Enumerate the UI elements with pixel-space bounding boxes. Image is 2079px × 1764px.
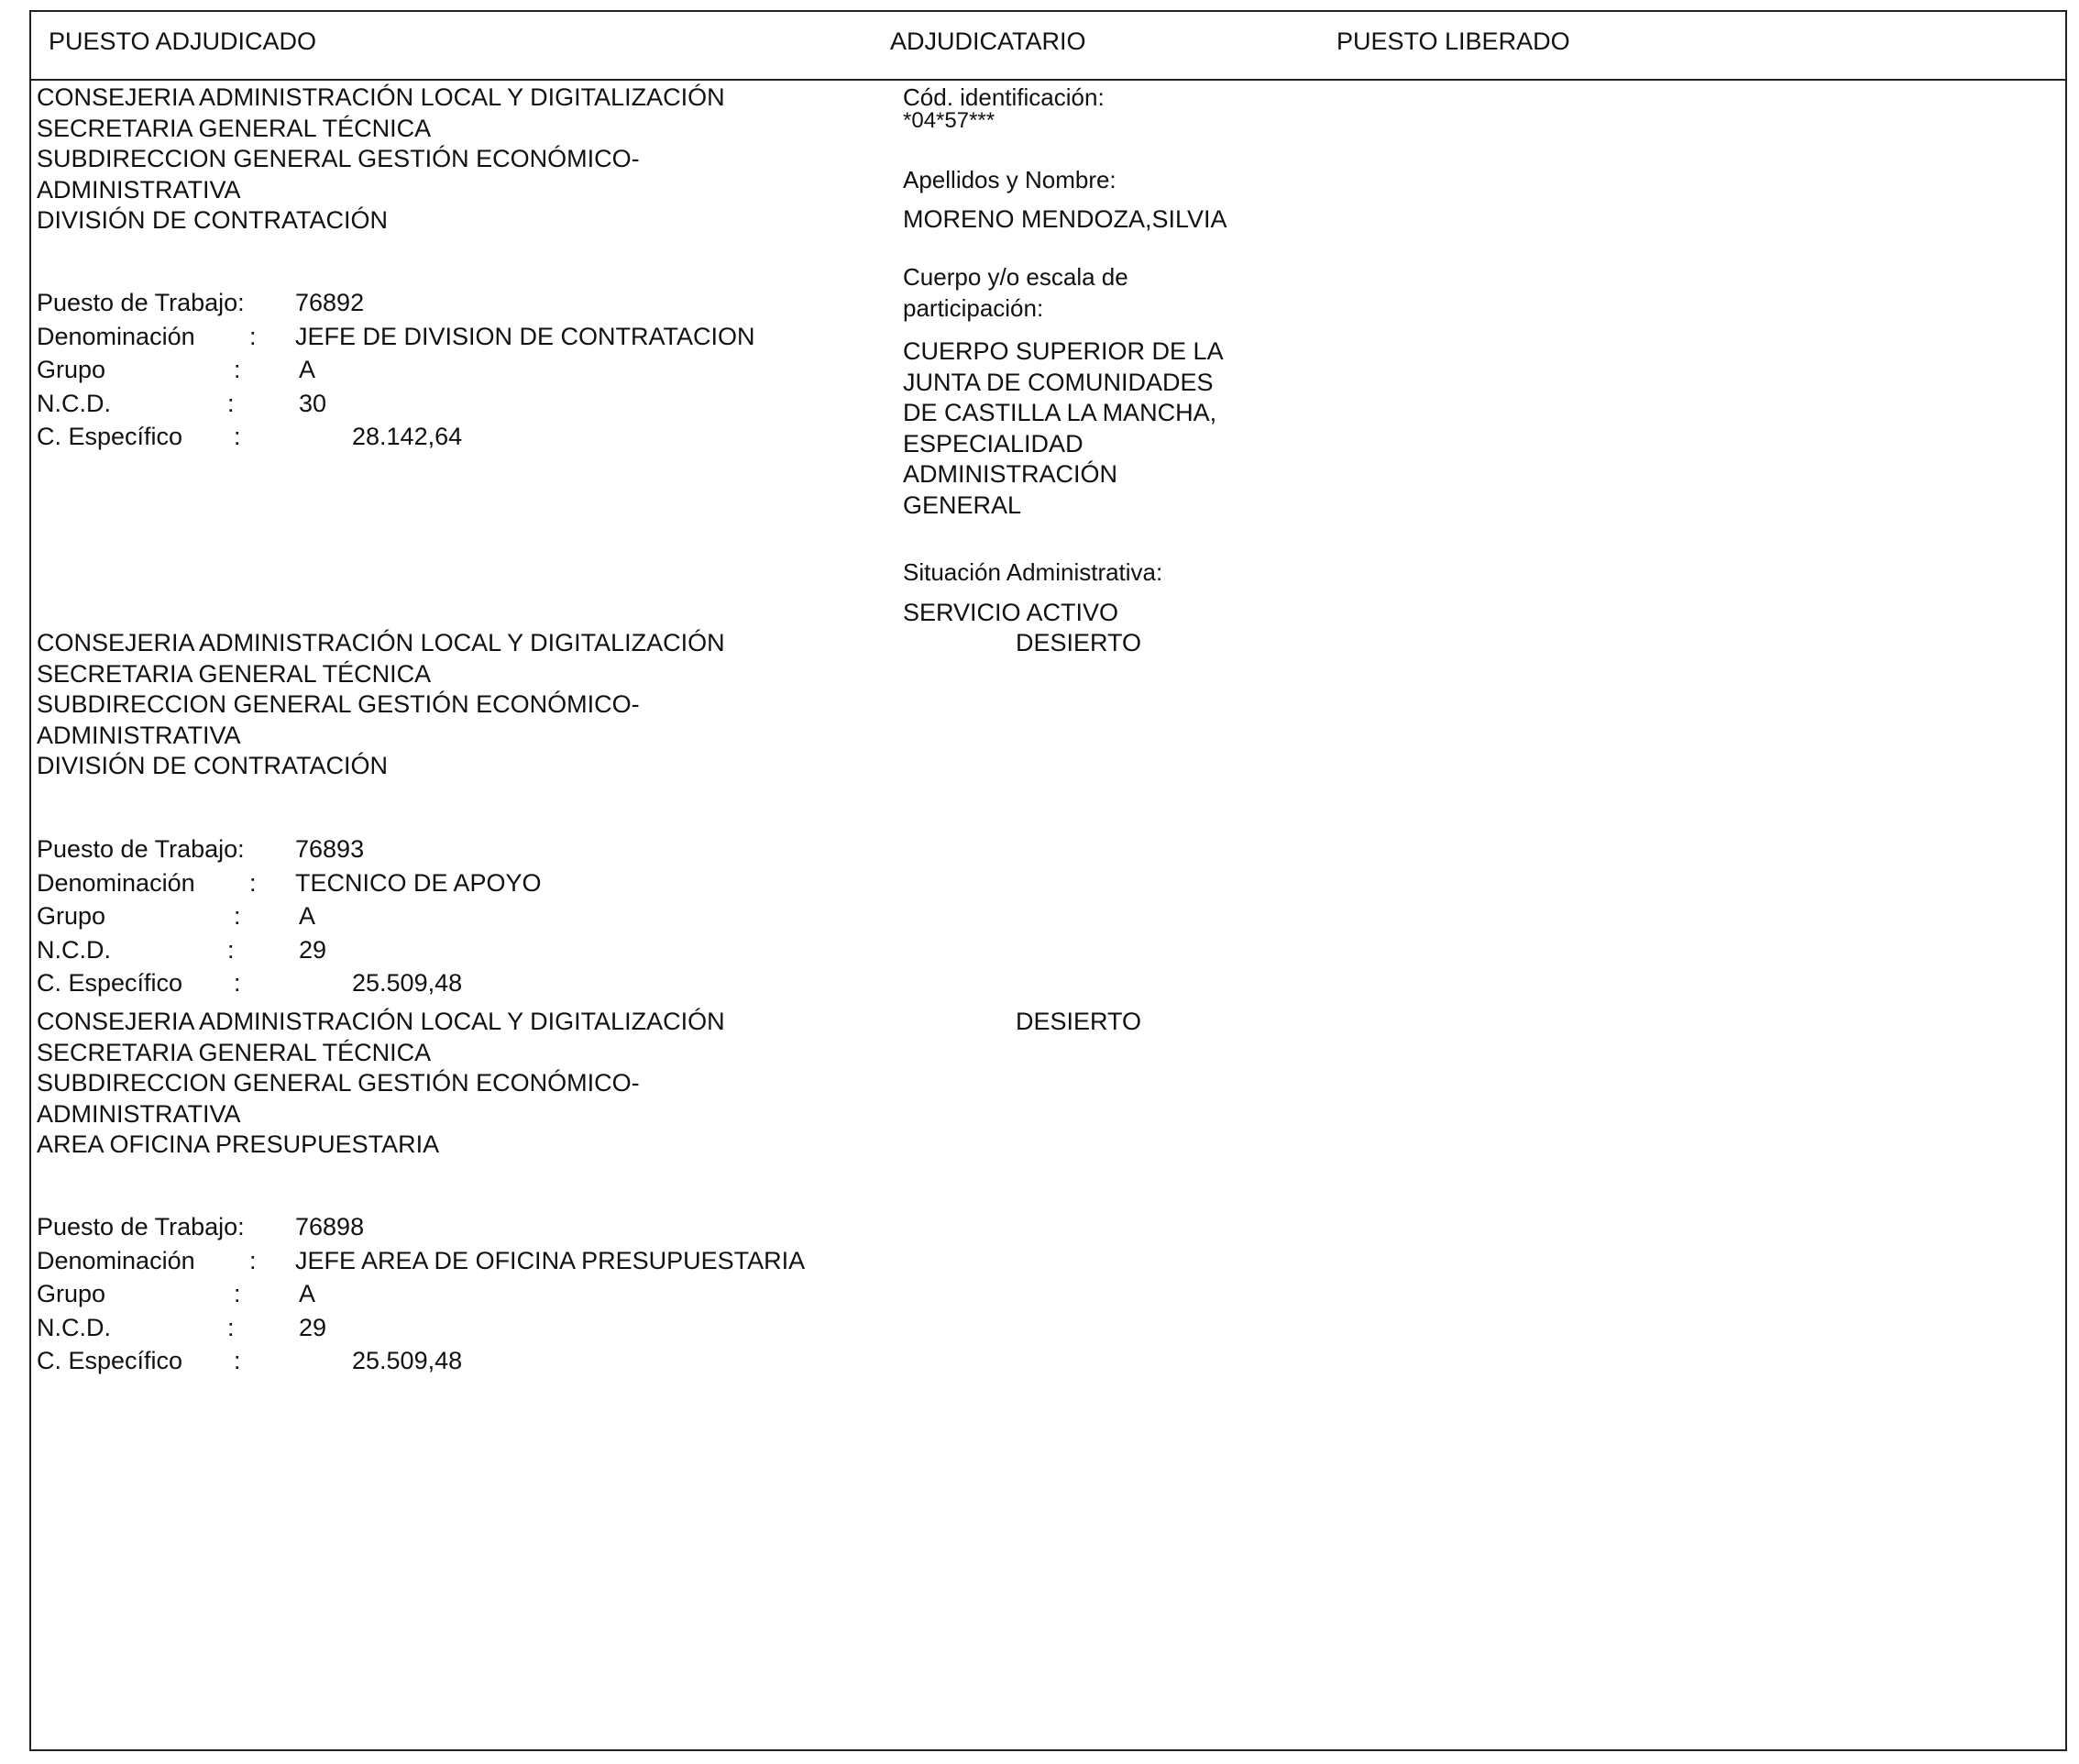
org-line: ADMINISTRATIVA <box>37 1099 241 1128</box>
grupo-value: A <box>299 356 316 383</box>
header-divider <box>29 79 2067 81</box>
colon: : <box>234 1347 241 1374</box>
cuerpo-line: ESPECIALIDAD <box>903 429 1084 458</box>
cuerpo-line: DE CASTILLA LA MANCHA, <box>903 399 1217 426</box>
colon: : <box>227 1313 235 1341</box>
org-line: SECRETARIA GENERAL TÉCNICA <box>37 659 432 688</box>
grupo-label: Grupo <box>37 1280 106 1307</box>
puesto-label: Puesto de Trabajo: <box>37 835 245 863</box>
org-line: CONSEJERIA ADMINISTRACIÓN LOCAL Y DIGITALIZACIÓN <box>37 1008 725 1035</box>
header-puesto-adjudicado: PUESTO ADJUDICADO <box>49 28 317 55</box>
org-block-1 <box>37 83 725 237</box>
cuerpo-line: GENERAL <box>903 491 1022 519</box>
colon: : <box>234 902 241 930</box>
colon: : <box>249 1246 257 1274</box>
puesto-label: Puesto de Trabajo: <box>37 289 245 316</box>
cuerpo-value <box>903 336 1224 521</box>
org-line: SECRETARIA GENERAL TÉCNICA <box>37 114 432 142</box>
denominacion-value: TECNICO DE APOYO <box>295 868 542 897</box>
ncd-value: 29 <box>299 1313 327 1341</box>
cesp-value: 28.142,64 <box>352 423 463 450</box>
org-line: DIVISIÓN DE CONTRATACIÓN <box>37 206 389 234</box>
org-line: CONSEJERIA ADMINISTRACIÓN LOCAL Y DIGITALIZACIÓN <box>37 629 725 656</box>
cod-identificacion-label: Cód. identificación: <box>903 83 1105 111</box>
denominacion-value: JEFE DE DIVISION DE CONTRATACION <box>295 322 755 350</box>
denominacion-value: JEFE AREA DE OFICINA PRESUPUESTARIA <box>295 1246 806 1274</box>
ncd-label: N.C.D. <box>37 935 111 964</box>
puesto-value: 76893 <box>295 835 365 863</box>
situacion-label: Situación Administrativa: <box>903 558 1163 586</box>
cuerpo-label-2: participación: <box>903 294 1044 322</box>
cuerpo-line: CUERPO SUPERIOR DE LA <box>903 337 1224 365</box>
org-line: SUBDIRECCION GENERAL GESTIÓN ECONÓMICO- <box>37 1069 640 1097</box>
org-line: SECRETARIA GENERAL TÉCNICA <box>37 1038 432 1066</box>
ncd-value: 30 <box>299 389 327 417</box>
cesp-label: C. Específico <box>37 969 183 997</box>
adjudicatario-desierto: DESIERTO <box>1016 629 1142 656</box>
ncd-value: 29 <box>299 935 327 964</box>
org-line: AREA OFICINA PRESUPUESTARIA <box>37 1130 440 1158</box>
nombre-value: MORENO MENDOZA,SILVIA <box>903 205 1227 233</box>
cuerpo-line: ADMINISTRACIÓN <box>903 460 1118 488</box>
cod-identificacion-value: *04*57*** <box>903 108 996 133</box>
denominacion-label: Denominación <box>37 322 195 350</box>
puesto-label: Puesto de Trabajo: <box>37 1213 245 1240</box>
org-line: CONSEJERIA ADMINISTRACIÓN LOCAL Y DIGITALIZACIÓN <box>37 83 725 111</box>
ncd-label: N.C.D. <box>37 389 111 417</box>
puesto-value: 76898 <box>295 1213 365 1240</box>
cesp-value: 25.509,48 <box>352 1347 463 1374</box>
adjudicatario-desierto: DESIERTO <box>1016 1008 1142 1035</box>
header-puesto-liberado: PUESTO LIBERADO <box>1336 28 1570 55</box>
colon: : <box>234 1280 241 1307</box>
denominacion-label: Denominación <box>37 868 195 897</box>
grupo-label: Grupo <box>37 356 106 383</box>
grupo-value: A <box>299 902 316 930</box>
puesto-value: 76892 <box>295 289 365 316</box>
cesp-value: 25.509,48 <box>352 969 463 997</box>
colon: : <box>249 322 257 350</box>
org-block-2 <box>37 628 725 782</box>
grupo-value: A <box>299 1280 316 1307</box>
header-adjudicatario: ADJUDICATARIO <box>890 28 1086 55</box>
colon: : <box>227 935 235 964</box>
colon: : <box>234 356 241 383</box>
cuerpo-label: Cuerpo y/o escala de <box>903 263 1128 291</box>
colon: : <box>249 868 257 897</box>
cuerpo-line: JUNTA DE COMUNIDADES <box>903 368 1214 396</box>
org-line: ADMINISTRATIVA <box>37 175 241 204</box>
situacion-value: SERVICIO ACTIVO <box>903 599 1119 626</box>
cesp-label: C. Específico <box>37 1347 183 1374</box>
grupo-label: Grupo <box>37 902 106 930</box>
colon: : <box>234 969 241 997</box>
cesp-label: C. Específico <box>37 423 183 450</box>
org-line: DIVISIÓN DE CONTRATACIÓN <box>37 752 389 779</box>
ncd-label: N.C.D. <box>37 1313 111 1341</box>
colon: : <box>227 389 235 417</box>
org-block-3 <box>37 1007 725 1161</box>
org-line: SUBDIRECCION GENERAL GESTIÓN ECONÓMICO- <box>37 145 640 172</box>
nombre-label: Apellidos y Nombre: <box>903 166 1116 193</box>
colon: : <box>234 423 241 450</box>
denominacion-label: Denominación <box>37 1246 195 1274</box>
org-line: ADMINISTRATIVA <box>37 721 241 749</box>
org-line: SUBDIRECCION GENERAL GESTIÓN ECONÓMICO- <box>37 690 640 718</box>
